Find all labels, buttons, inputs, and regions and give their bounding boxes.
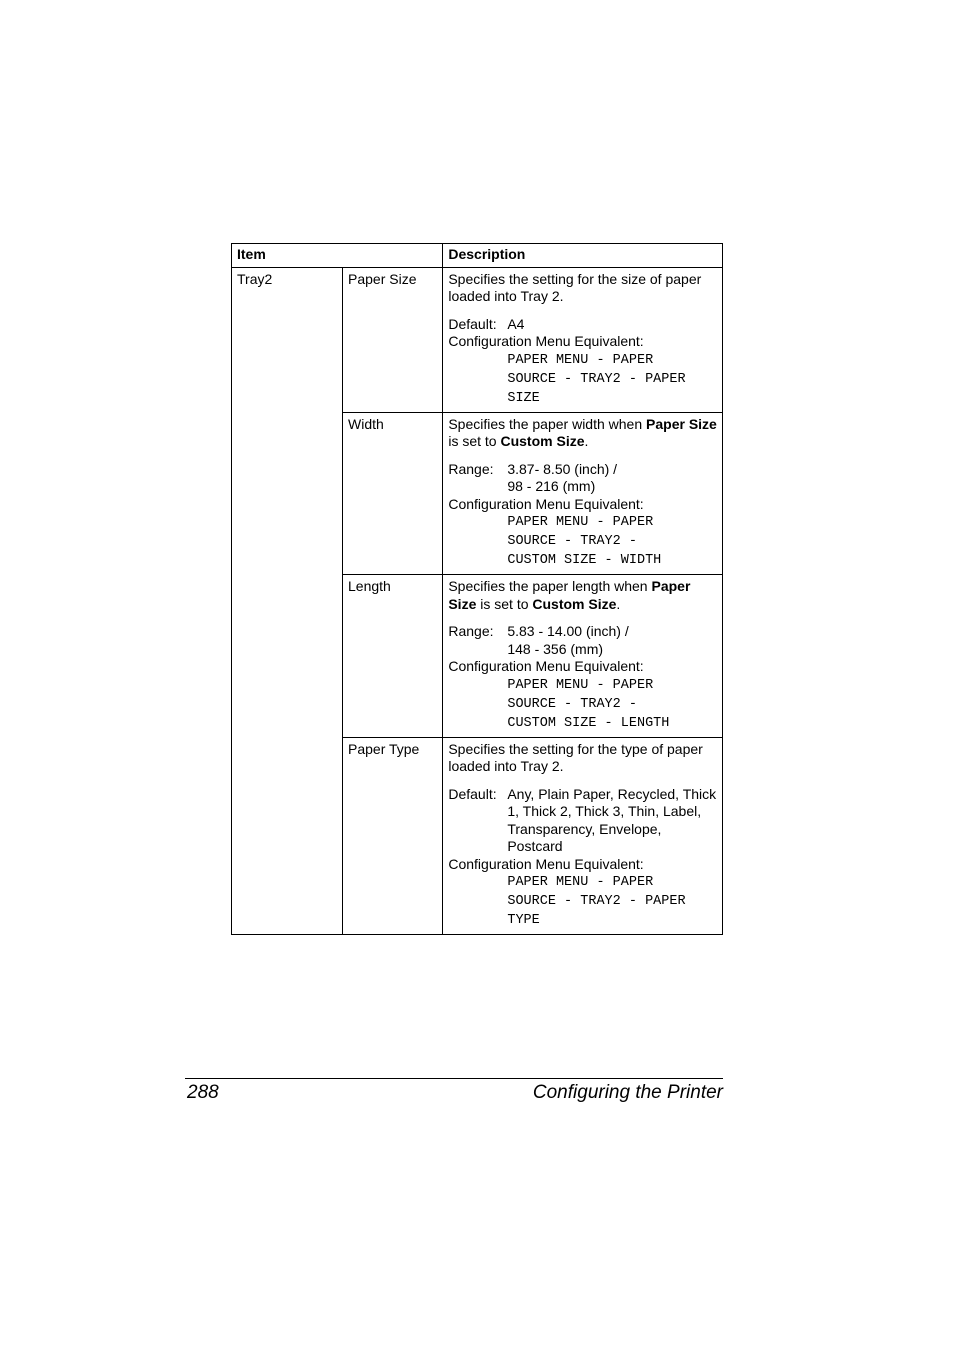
table-row — [232, 267, 723, 412]
row-name: Paper Size — [343, 267, 443, 412]
description-text: Specifies the setting for the size of paper loaded into Tray 2. — [448, 270, 702, 304]
config-menu-path: PAPER MENU - PAPER SOURCE - TRAY2 - PAPER TYPE — [507, 875, 686, 928]
page-number: 288 — [187, 1082, 219, 1103]
row-description — [443, 737, 723, 935]
range-value: Range: 3.87- 8.50 (inch) / 98 - 216 (mm) — [448, 460, 618, 494]
default-value: Default: Any, Plain Paper, Recycled, Thick 1, Thick 2, Thick 3, Thin, Label, Transparency, Envelope, Postcard — [448, 785, 717, 854]
description-text: Specifies the paper width when Paper Size is set to Custom Size. — [448, 415, 717, 449]
range-value: Range: 5.83 - 14.00 (inch) / 148 - 356 (mm) — [448, 623, 629, 657]
default-value: Default: A4 — [448, 315, 525, 332]
row-description — [443, 575, 723, 738]
settings-table — [231, 243, 723, 935]
row-name: Width — [343, 412, 443, 575]
row-description — [443, 267, 723, 412]
chapter-title: Configuring the Printer — [532, 1082, 723, 1103]
config-menu-path: PAPER MENU - PAPER SOURCE - TRAY2 - CUSTOM SIZE - WIDTH — [507, 515, 662, 568]
config-menu-label: Configuration Menu Equivalent: — [448, 333, 644, 349]
config-menu-path: PAPER MENU - PAPER SOURCE - TRAY2 - PAPER SIZE — [507, 352, 686, 406]
header-description: Description — [443, 244, 723, 268]
description-text: Specifies the paper length when Paper Size is set to Custom Size. — [448, 578, 691, 612]
row-description — [443, 412, 723, 575]
row-name: Length — [343, 575, 443, 738]
config-menu-label: Configuration Menu Equivalent: — [448, 658, 644, 674]
config-menu-label: Configuration Menu Equivalent: — [448, 855, 644, 872]
page-footer — [187, 1081, 723, 1105]
group-tray2: Tray2 — [232, 267, 343, 935]
footer-divider — [185, 1078, 723, 1079]
description-text: Specifies the setting for the type of paper loaded into Tray 2. — [448, 740, 703, 774]
row-name: Paper Type — [343, 737, 443, 935]
config-menu-path: PAPER MENU - PAPER SOURCE - TRAY2 - CUSTOM SIZE - LENGTH — [507, 677, 670, 731]
table-header-row — [232, 244, 723, 268]
config-menu-label: Configuration Menu Equivalent: — [448, 495, 644, 512]
header-item: Item — [232, 244, 443, 268]
